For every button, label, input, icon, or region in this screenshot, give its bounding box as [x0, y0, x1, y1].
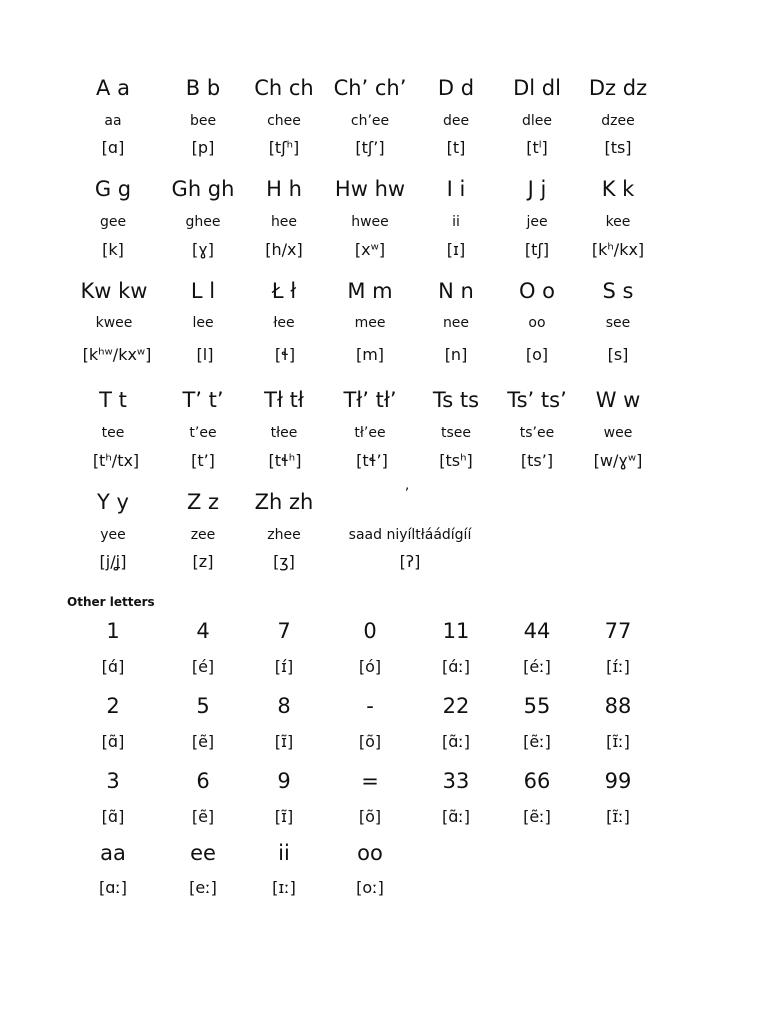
tone-ipa: [ɑ̃ː]: [441, 807, 471, 826]
tone-ipa: [ɪ́ː]: [606, 657, 630, 676]
letter-name: kwee: [95, 315, 133, 331]
letter-ipa: [tɬ’]: [356, 451, 388, 470]
letter-ipa: [t]: [446, 138, 466, 157]
tone-ipa: [ɑ̃]: [101, 732, 125, 751]
tone-ipa: [ɪ́]: [274, 657, 294, 676]
letter-name: zee: [190, 527, 216, 543]
letter-ipa: [ts’]: [520, 451, 554, 470]
tone-ipa: [eː]: [189, 878, 217, 897]
tone-ipa: [ẽ]: [191, 807, 215, 826]
letter-ipa: [ts]: [604, 138, 632, 157]
letter-name: t’ee: [189, 425, 217, 441]
letter-name: wee: [603, 425, 633, 441]
letter-ipa: [tʃʰ]: [268, 138, 300, 157]
letter-ipa: [k]: [102, 240, 124, 259]
letter-ipa: [o]: [525, 345, 549, 364]
letter: Ch’ ch’: [333, 76, 407, 100]
tone-symbol: 1: [106, 619, 120, 643]
tone-symbol: 2: [106, 694, 120, 718]
tone-ipa: [é]: [191, 657, 215, 676]
letter-ipa: [ɪ]: [446, 240, 466, 259]
letter-ipa: [tʃ’]: [355, 138, 385, 157]
letter-ipa: [s]: [607, 345, 629, 364]
tone-symbol: 8: [277, 694, 291, 718]
letter-name: lee: [192, 315, 214, 331]
tone-symbol: 7: [277, 619, 291, 643]
letter: N n: [438, 279, 474, 303]
tone-ipa: [ẽː]: [523, 807, 551, 826]
tone-ipa: [ɪ̃]: [274, 807, 294, 826]
letter-name: ch’ee: [350, 113, 390, 129]
letter: Ts ts: [432, 388, 480, 412]
tone-symbol: 9: [277, 769, 291, 793]
tone-symbol: 3: [106, 769, 120, 793]
letter-name: chee: [267, 113, 301, 129]
letter-name: tee: [101, 425, 125, 441]
letter-ipa: [m]: [355, 345, 385, 364]
letter-name: łee: [273, 315, 295, 331]
tone-symbol: 33: [442, 769, 470, 793]
letter: L l: [190, 279, 216, 303]
tone-ipa: [ɪ̃]: [274, 732, 294, 751]
letter-name: nee: [442, 315, 470, 331]
letter: M m: [347, 279, 393, 303]
tone-symbol: 44: [523, 619, 551, 643]
letter-name: bee: [189, 113, 217, 129]
tone-ipa: [ɑ̃]: [101, 807, 125, 826]
letter: Ł ł: [271, 279, 297, 303]
letter-name: dzee: [601, 113, 635, 129]
tone-ipa: [éː]: [523, 657, 551, 676]
letter: Hw hw: [334, 177, 406, 201]
tone-symbol: 0: [363, 619, 377, 643]
tone-symbol: =: [361, 769, 379, 793]
tone-symbol: 5: [196, 694, 210, 718]
letter: Y y: [97, 490, 129, 514]
tone-symbol: 77: [604, 619, 632, 643]
letter-name: dlee: [521, 113, 552, 129]
letter: A a: [96, 76, 130, 100]
section-title: Other letters: [67, 595, 155, 609]
tone-symbol: 11: [442, 619, 470, 643]
tone-ipa: [ɑ́ː]: [441, 657, 471, 676]
letter-ipa: [ɬ]: [274, 345, 296, 364]
letter-name: kee: [605, 214, 631, 230]
tone-symbol: 88: [604, 694, 632, 718]
letter-ipa: [tˡ]: [526, 138, 548, 157]
letter: J j: [527, 177, 547, 201]
letter-ipa: [j/ʝ]: [99, 552, 127, 571]
letter-name: ghee: [185, 214, 221, 230]
letter-name: zhee: [267, 527, 301, 543]
tone-symbol: -: [366, 694, 374, 718]
letter-name: aa: [104, 113, 122, 129]
letter: W w: [595, 388, 641, 412]
letter-ipa: [kʰ/kx]: [591, 240, 645, 259]
letter-name: tł’ee: [354, 425, 386, 441]
tone-symbol: ii: [278, 841, 290, 865]
letter-name: hwee: [351, 214, 389, 230]
tone-ipa: [ɑ̃ː]: [441, 732, 471, 751]
letter-ipa: [xʷ]: [354, 240, 386, 259]
letter-ipa: [t’]: [191, 451, 215, 470]
letter: Z z: [186, 490, 220, 514]
letter-name: oo: [528, 315, 546, 331]
letter: K k: [601, 177, 635, 201]
letter: Tł tł: [264, 388, 304, 412]
letter-ipa: [ɣ]: [191, 240, 214, 259]
letter: Kw kw: [80, 279, 148, 303]
letter-ipa: [kʰʷ/kxʷ]: [82, 345, 152, 364]
letter-name: hee: [270, 214, 298, 230]
letter: O o: [518, 279, 556, 303]
letter: H h: [266, 177, 302, 201]
letter-ipa: [ʒ]: [273, 552, 295, 571]
tone-ipa: [õ]: [358, 732, 382, 751]
letter: Ch ch: [254, 76, 314, 100]
letter-ipa: [tʃ]: [524, 240, 550, 259]
tone-ipa: [oː]: [356, 878, 384, 897]
letter-ipa: [l]: [196, 345, 214, 364]
tone-symbol: 22: [442, 694, 470, 718]
letter: T’ t’: [182, 388, 224, 412]
tone-symbol: 55: [523, 694, 551, 718]
letter: Zh zh: [254, 490, 314, 514]
letter-name: yee: [100, 527, 126, 543]
letter: Dl dl: [513, 76, 561, 100]
tone-ipa: [ɪ̃ː]: [606, 807, 630, 826]
letter: D d: [437, 76, 475, 100]
letter: Gh gh: [171, 177, 235, 201]
letter-name: tłee: [270, 425, 298, 441]
tone-ipa: [õ]: [358, 807, 382, 826]
letter-name: jee: [526, 214, 548, 230]
tone-ipa: [ó]: [358, 657, 382, 676]
letter: S s: [602, 279, 634, 303]
letter-ipa: [h/x]: [265, 240, 303, 259]
tone-symbol: aa: [100, 841, 126, 865]
tone-ipa: [ɪː]: [272, 878, 296, 897]
letter: ’: [404, 486, 410, 502]
tone-symbol: ee: [190, 841, 216, 865]
letter-name: see: [605, 315, 631, 331]
letter-name: gee: [99, 214, 127, 230]
letter-ipa: [p]: [191, 138, 215, 157]
letter-ipa: [w/ɣʷ]: [593, 451, 643, 470]
letter: B b: [185, 76, 221, 100]
tone-ipa: [ɑː]: [98, 878, 128, 897]
tone-ipa: [ẽ]: [191, 732, 215, 751]
letter-ipa: [z]: [192, 552, 214, 571]
letter: Ts’ ts’: [507, 388, 567, 412]
letter: I i: [446, 177, 466, 201]
tone-ipa: [ɑ́]: [101, 657, 125, 676]
letter-ipa: [tʰ/tx]: [92, 451, 140, 470]
letter-name: ii: [452, 214, 460, 230]
tone-symbol: 6: [196, 769, 210, 793]
letter-ipa: [ʔ]: [399, 552, 421, 571]
letter: G g: [94, 177, 132, 201]
tone-symbol: 4: [196, 619, 210, 643]
letter-name: tsee: [440, 425, 471, 441]
letter-name: dee: [442, 113, 470, 129]
letter-name: ts’ee: [519, 425, 555, 441]
tone-ipa: [ẽː]: [523, 732, 551, 751]
tone-symbol: oo: [357, 841, 383, 865]
letter-ipa: [n]: [444, 345, 468, 364]
letter: Tł’ tł’: [343, 388, 397, 412]
letter-ipa: [ɑ]: [101, 138, 125, 157]
letter-ipa: [tsʰ]: [439, 451, 473, 470]
letter: Dz dz: [588, 76, 648, 100]
letter-name: saad niyíltłáádígíí: [348, 527, 472, 543]
tone-ipa: [ɪ̃ː]: [606, 732, 630, 751]
tone-symbol: 66: [523, 769, 551, 793]
letter-ipa: [tɬʰ]: [268, 451, 302, 470]
letter-name: mee: [354, 315, 386, 331]
tone-symbol: 99: [604, 769, 632, 793]
letter: T t: [99, 388, 127, 412]
